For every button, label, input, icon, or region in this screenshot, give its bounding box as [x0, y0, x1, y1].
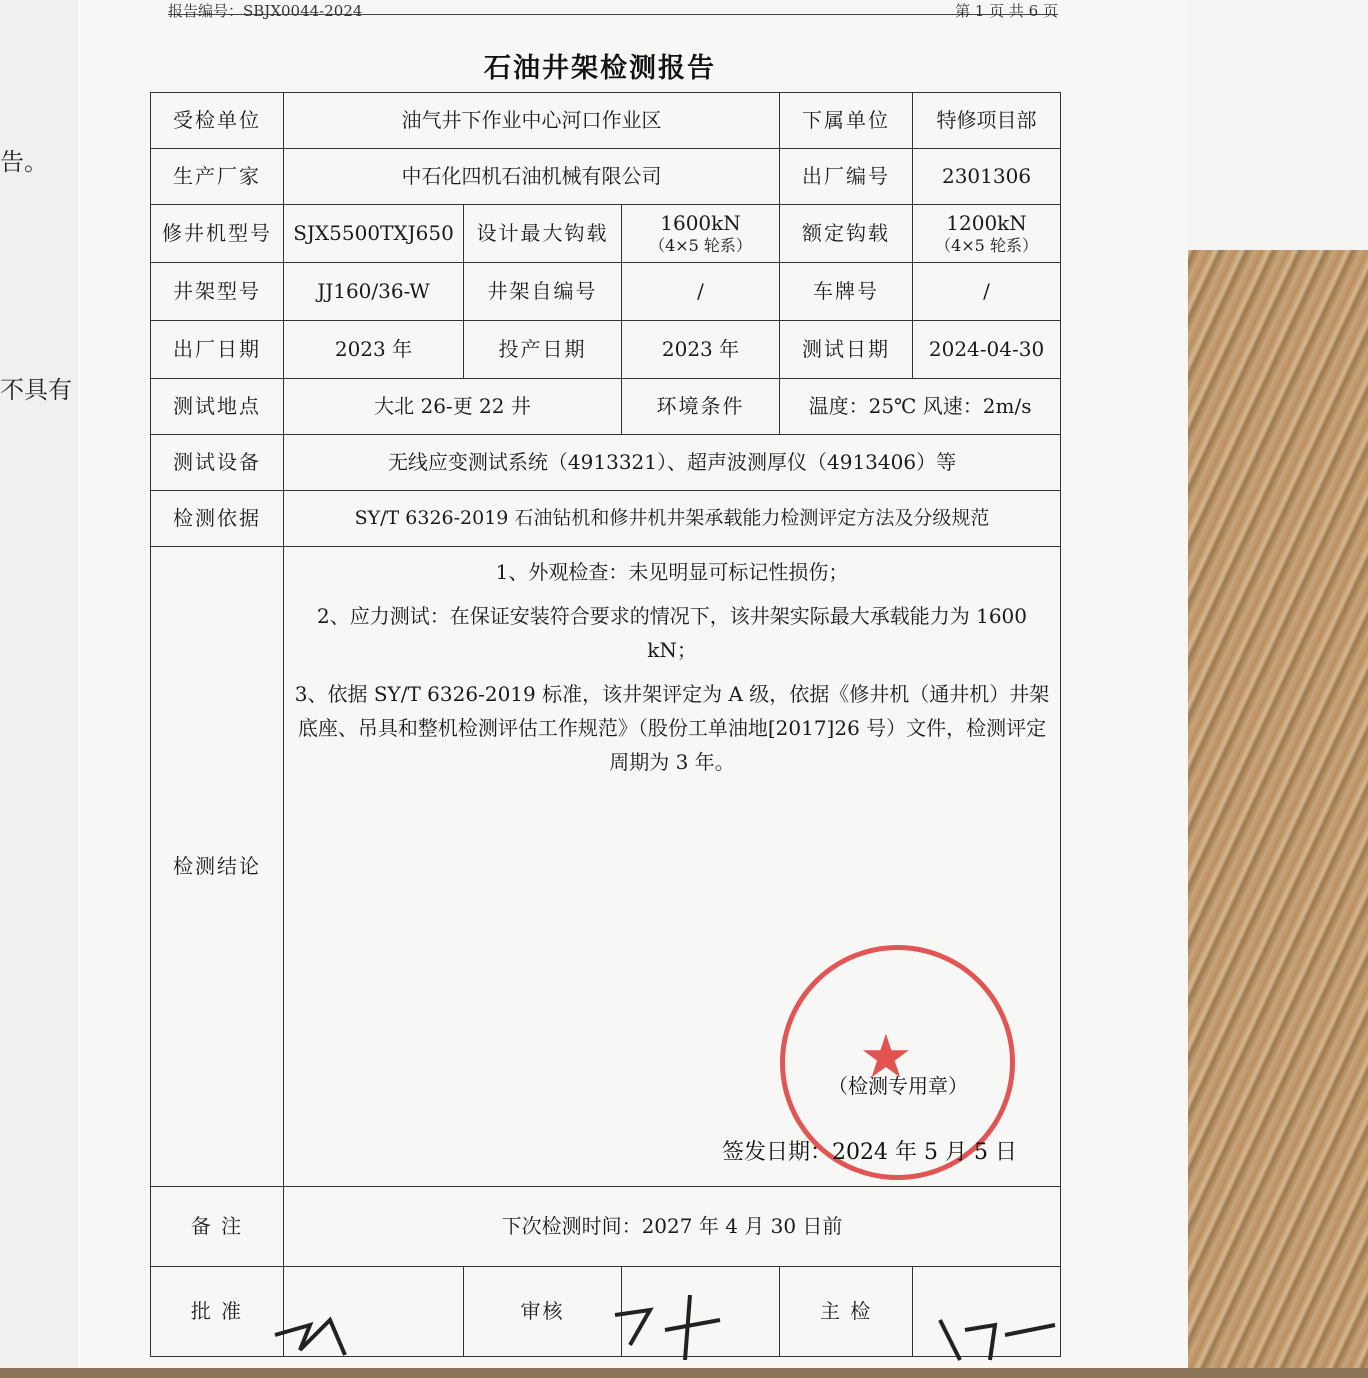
design-load-cell	[622, 205, 780, 263]
sub-unit-value: 特修项目部	[913, 93, 1061, 149]
left-page-text-1: 告。	[0, 148, 48, 176]
conclusion-label: 检测结论	[151, 547, 284, 1187]
row-model	[151, 205, 1061, 263]
approve-signature	[270, 1305, 370, 1375]
review-label: 审核	[464, 1267, 622, 1357]
document-title: 石油井架检测报告	[484, 53, 716, 84]
equipment-label: 测试设备	[151, 435, 284, 491]
plate-label: 车牌号	[780, 263, 913, 321]
remark-value: 下次检测时间：2027 年 4 月 30 日前	[284, 1187, 1061, 1267]
conclusion-item-2: 2、应力测试：在保证安装符合要求的情况下，该井架实际最大承载能力为 1600 kN；	[317, 604, 1027, 662]
rated-load-value: 1200kN	[946, 211, 1027, 235]
rated-load-label: 额定钩载	[780, 205, 913, 263]
start-date-label: 投产日期	[464, 321, 622, 379]
row-remark	[151, 1187, 1061, 1267]
review-signature	[610, 1290, 730, 1370]
factory-date-value: 2023 年	[284, 321, 464, 379]
serial-value: 2301306	[913, 149, 1061, 205]
issue-date: 签发日期：2024 年 5 月 5 日	[722, 1140, 1017, 1165]
derrick-no-label: 井架自编号	[464, 263, 622, 321]
row-derrick	[151, 263, 1061, 321]
inspector-signature	[935, 1300, 1065, 1378]
row-manufacturer	[151, 149, 1061, 205]
rated-load-cell	[913, 205, 1061, 263]
model-label: 修井机型号	[151, 205, 284, 263]
derrick-no-value: /	[622, 263, 780, 321]
report-number: 报告编号：SBJX0044-2024	[168, 2, 363, 20]
test-date-label: 测试日期	[780, 321, 913, 379]
plate-value: /	[913, 263, 1061, 321]
derrick-model-value: JJ160/36-W	[284, 263, 464, 321]
approve-label: 批 准	[151, 1267, 284, 1357]
model-value: SJX5500TXJ650	[284, 205, 464, 263]
sub-unit-label: 下属单位	[780, 93, 913, 149]
conclusion-item-1: 1、外观检查：未见明显可标记性损伤；	[495, 560, 849, 584]
page-info: 第 1 页 共 6 页	[955, 2, 1058, 20]
serial-label: 出厂编号	[780, 149, 913, 205]
test-site-value: 大北 26-更 22 井	[284, 379, 622, 435]
design-load-label: 设计最大钩载	[464, 205, 622, 263]
inspector-label: 主 检	[780, 1267, 913, 1357]
left-page-text-2: 不具有	[0, 376, 72, 404]
manufacturer-label: 生产厂家	[151, 149, 284, 205]
rated-load-sub: （4×5 轮系）	[935, 236, 1038, 255]
row-equipment	[151, 435, 1061, 491]
wood-table-background	[1180, 240, 1368, 1368]
inspected-unit-value: 油气井下作业中心河口作业区	[284, 93, 780, 149]
report-header	[168, 0, 1058, 20]
basis-value: SY/T 6326-2019 石油钻机和修井机井架承载能力检测评定方法及分级规范	[284, 491, 1061, 547]
adjacent-right-page	[1180, 0, 1368, 250]
stamp-note: （检测专用章）	[828, 1074, 968, 1098]
manufacturer-value: 中石化四机石油机械有限公司	[284, 149, 780, 205]
inspected-unit-label: 受检单位	[151, 93, 284, 149]
test-site-label: 测试地点	[151, 379, 284, 435]
row-basis	[151, 491, 1061, 547]
equipment-value: 无线应变测试系统（4913321）、超声波测厚仪（4913406）等	[284, 435, 1061, 491]
design-load-value: 1600kN	[660, 211, 741, 235]
basis-label: 检测依据	[151, 491, 284, 547]
test-date-value: 2024-04-30	[913, 321, 1061, 379]
start-date-value: 2023 年	[622, 321, 780, 379]
derrick-model-label: 井架型号	[151, 263, 284, 321]
conclusion-item-3: 3、依据 SY/T 6326-2019 标准，该井架评定为 A 级，依据《修井机（通井机）井架底座、吊具和整机检测评估工作规范》（股份工单油地[2017]26 号）文件，检测评定周期为 3 年。	[294, 682, 1050, 774]
env-value: 温度：25℃ 风速：2m/s	[780, 379, 1061, 435]
row-site	[151, 379, 1061, 435]
row-dates	[151, 321, 1061, 379]
env-label: 环境条件	[622, 379, 780, 435]
design-load-sub: （4×5 轮系）	[649, 236, 752, 255]
row-inspected-unit	[151, 93, 1061, 149]
seal-star-icon: ★	[859, 1022, 913, 1092]
factory-date-label: 出厂日期	[151, 321, 284, 379]
remark-label: 备 注	[151, 1187, 284, 1267]
